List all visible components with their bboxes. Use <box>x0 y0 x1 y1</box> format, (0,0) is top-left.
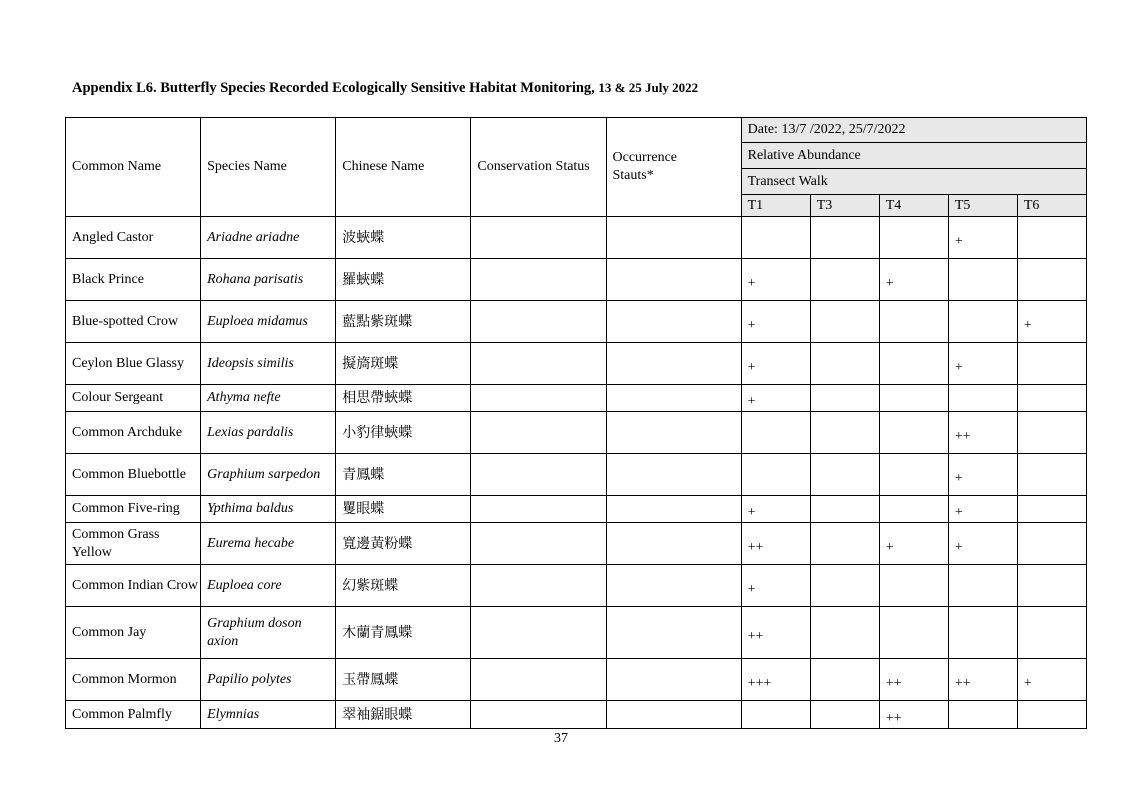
cell-common-name: Common Jay <box>66 607 201 659</box>
cell-chinese-name: 翠袖鋸眼蝶 <box>336 701 471 729</box>
cell-t1: +++ <box>741 659 810 701</box>
cell-conservation-status <box>471 496 606 523</box>
cell-occurrence-status <box>606 565 741 607</box>
cell-common-name: Common Five-ring <box>66 496 201 523</box>
cell-t3 <box>810 607 879 659</box>
cell-t4: + <box>879 259 948 301</box>
cell-species-name: Euploea core <box>201 565 336 607</box>
table-row <box>66 701 1087 729</box>
cell-common-name: Angled Castor <box>66 217 201 259</box>
header-date: Date: 13/7 /2022, 25/7/2022 <box>741 118 1086 143</box>
cell-t1: + <box>741 343 810 385</box>
cell-t1 <box>741 454 810 496</box>
cell-t5: + <box>948 523 1017 565</box>
header-relative-abundance: Relative Abundance <box>741 143 1086 169</box>
cell-t5 <box>948 701 1017 729</box>
cell-t3 <box>810 301 879 343</box>
cell-t6: + <box>1017 659 1086 701</box>
header-occurrence-status: Occurrence Stauts* <box>606 118 741 217</box>
cell-t5: ++ <box>948 659 1017 701</box>
cell-t3 <box>810 454 879 496</box>
cell-t6 <box>1017 217 1086 259</box>
table-row <box>66 217 1087 259</box>
cell-occurrence-status <box>606 523 741 565</box>
cell-occurrence-status <box>606 217 741 259</box>
table-row <box>66 565 1087 607</box>
cell-t1: ++ <box>741 523 810 565</box>
cell-common-name: Ceylon Blue Glassy <box>66 343 201 385</box>
cell-t1: + <box>741 301 810 343</box>
title-dates: 13 & 25 July 2022 <box>598 80 699 95</box>
header-t5: T5 <box>948 195 1017 217</box>
cell-t3 <box>810 385 879 412</box>
cell-t6 <box>1017 343 1086 385</box>
cell-species-name: Graphium doson axion <box>201 607 336 659</box>
cell-t5 <box>948 301 1017 343</box>
cell-t5 <box>948 385 1017 412</box>
header-common-name: Common Name <box>66 118 201 217</box>
table-row <box>66 301 1087 343</box>
cell-t5 <box>948 259 1017 301</box>
cell-common-name: Common Archduke <box>66 412 201 454</box>
cell-t3 <box>810 217 879 259</box>
cell-chinese-name: 擬旖斑蝶 <box>336 343 471 385</box>
table-row <box>66 412 1087 454</box>
header-species-name: Species Name <box>201 118 336 217</box>
cell-occurrence-status <box>606 259 741 301</box>
table-row <box>66 385 1087 412</box>
cell-species-name: Ideopsis similis <box>201 343 336 385</box>
cell-t5: + <box>948 496 1017 523</box>
cell-species-name: Athyma nefte <box>201 385 336 412</box>
cell-chinese-name: 寬邊黃粉蝶 <box>336 523 471 565</box>
cell-t3 <box>810 412 879 454</box>
cell-common-name: Colour Sergeant <box>66 385 201 412</box>
header-conservation-status: Conservation Status <box>471 118 606 217</box>
cell-species-name: Rohana parisatis <box>201 259 336 301</box>
cell-t5: + <box>948 217 1017 259</box>
cell-common-name: Common Grass Yellow <box>66 523 201 565</box>
cell-t4: + <box>879 523 948 565</box>
cell-species-name: Euploea midamus <box>201 301 336 343</box>
cell-conservation-status <box>471 385 606 412</box>
cell-common-name: Black Prince <box>66 259 201 301</box>
cell-t4 <box>879 217 948 259</box>
cell-common-name: Common Bluebottle <box>66 454 201 496</box>
cell-t1: + <box>741 259 810 301</box>
cell-species-name: Papilio polytes <box>201 659 336 701</box>
cell-t6 <box>1017 496 1086 523</box>
cell-chinese-name: 幻紫斑蝶 <box>336 565 471 607</box>
header-t1: T1 <box>741 195 810 217</box>
page-title <box>72 80 698 97</box>
cell-t4 <box>879 343 948 385</box>
cell-occurrence-status <box>606 607 741 659</box>
cell-t4 <box>879 301 948 343</box>
species-rows <box>66 217 1087 729</box>
cell-t3 <box>810 523 879 565</box>
cell-t6: + <box>1017 301 1086 343</box>
cell-conservation-status <box>471 217 606 259</box>
cell-occurrence-status <box>606 659 741 701</box>
cell-t4 <box>879 565 948 607</box>
cell-conservation-status <box>471 343 606 385</box>
cell-t3 <box>810 259 879 301</box>
table-row <box>66 454 1087 496</box>
title-main: Appendix L6. Butterfly Species Recorded Ecologically Sensitive Habitat Monitoring, <box>72 80 599 96</box>
cell-t6 <box>1017 701 1086 729</box>
table-row <box>66 496 1087 523</box>
header-t3: T3 <box>810 195 879 217</box>
cell-t5: + <box>948 454 1017 496</box>
cell-t3 <box>810 659 879 701</box>
cell-chinese-name: 波蛺蝶 <box>336 217 471 259</box>
table-row <box>66 523 1087 565</box>
cell-chinese-name: 藍點紫斑蝶 <box>336 301 471 343</box>
cell-t4: ++ <box>879 659 948 701</box>
cell-common-name: Common Palmfly <box>66 701 201 729</box>
cell-t4 <box>879 496 948 523</box>
cell-species-name: Graphium sarpedon <box>201 454 336 496</box>
cell-species-name: Eurema hecabe <box>201 523 336 565</box>
table-row <box>66 259 1087 301</box>
header-transect-walk: Transect Walk <box>741 169 1086 195</box>
cell-chinese-name: 羅蛺蝶 <box>336 259 471 301</box>
cell-t4 <box>879 607 948 659</box>
cell-species-name: Ariadne ariadne <box>201 217 336 259</box>
cell-common-name: Common Indian Crow <box>66 565 201 607</box>
cell-occurrence-status <box>606 496 741 523</box>
cell-t3 <box>810 701 879 729</box>
cell-species-name: Elymnias <box>201 701 336 729</box>
cell-chinese-name: 相思帶蛺蝶 <box>336 385 471 412</box>
cell-species-name: Ypthima baldus <box>201 496 336 523</box>
header-chinese-name: Chinese Name <box>336 118 471 217</box>
species-table <box>65 117 1087 729</box>
cell-conservation-status <box>471 454 606 496</box>
cell-conservation-status <box>471 259 606 301</box>
cell-t4 <box>879 385 948 412</box>
cell-t6 <box>1017 454 1086 496</box>
cell-occurrence-status <box>606 385 741 412</box>
cell-t6 <box>1017 565 1086 607</box>
header-t6: T6 <box>1017 195 1086 217</box>
table-row <box>66 659 1087 701</box>
cell-t6 <box>1017 412 1086 454</box>
cell-conservation-status <box>471 565 606 607</box>
cell-common-name: Blue-spotted Crow <box>66 301 201 343</box>
cell-t4 <box>879 454 948 496</box>
header-t4: T4 <box>879 195 948 217</box>
table-row <box>66 343 1087 385</box>
cell-t6 <box>1017 259 1086 301</box>
cell-common-name: Common Mormon <box>66 659 201 701</box>
cell-chinese-name: 玉帶鳳蝶 <box>336 659 471 701</box>
cell-t5 <box>948 565 1017 607</box>
page-number: 37 <box>554 731 568 746</box>
cell-t1 <box>741 217 810 259</box>
cell-t1: + <box>741 385 810 412</box>
cell-conservation-status <box>471 659 606 701</box>
cell-t5: + <box>948 343 1017 385</box>
cell-chinese-name: 矍眼蝶 <box>336 496 471 523</box>
cell-t4: ++ <box>879 701 948 729</box>
cell-t1: ++ <box>741 607 810 659</box>
cell-chinese-name: 青鳳蝶 <box>336 454 471 496</box>
cell-t1 <box>741 412 810 454</box>
cell-t1 <box>741 701 810 729</box>
cell-conservation-status <box>471 701 606 729</box>
cell-t5: ++ <box>948 412 1017 454</box>
cell-chinese-name: 木蘭青鳳蝶 <box>336 607 471 659</box>
cell-conservation-status <box>471 607 606 659</box>
cell-species-name: Lexias pardalis <box>201 412 336 454</box>
cell-occurrence-status <box>606 343 741 385</box>
cell-t5 <box>948 607 1017 659</box>
cell-t6 <box>1017 385 1086 412</box>
cell-occurrence-status <box>606 412 741 454</box>
cell-occurrence-status <box>606 701 741 729</box>
cell-conservation-status <box>471 301 606 343</box>
cell-t3 <box>810 343 879 385</box>
cell-t4 <box>879 412 948 454</box>
cell-t6 <box>1017 523 1086 565</box>
cell-occurrence-status <box>606 301 741 343</box>
cell-t1: + <box>741 496 810 523</box>
cell-conservation-status <box>471 412 606 454</box>
cell-t3 <box>810 496 879 523</box>
table-row <box>66 607 1087 659</box>
cell-conservation-status <box>471 523 606 565</box>
cell-chinese-name: 小豹律蛺蝶 <box>336 412 471 454</box>
cell-t6 <box>1017 607 1086 659</box>
cell-t3 <box>810 565 879 607</box>
cell-t1: + <box>741 565 810 607</box>
cell-occurrence-status <box>606 454 741 496</box>
